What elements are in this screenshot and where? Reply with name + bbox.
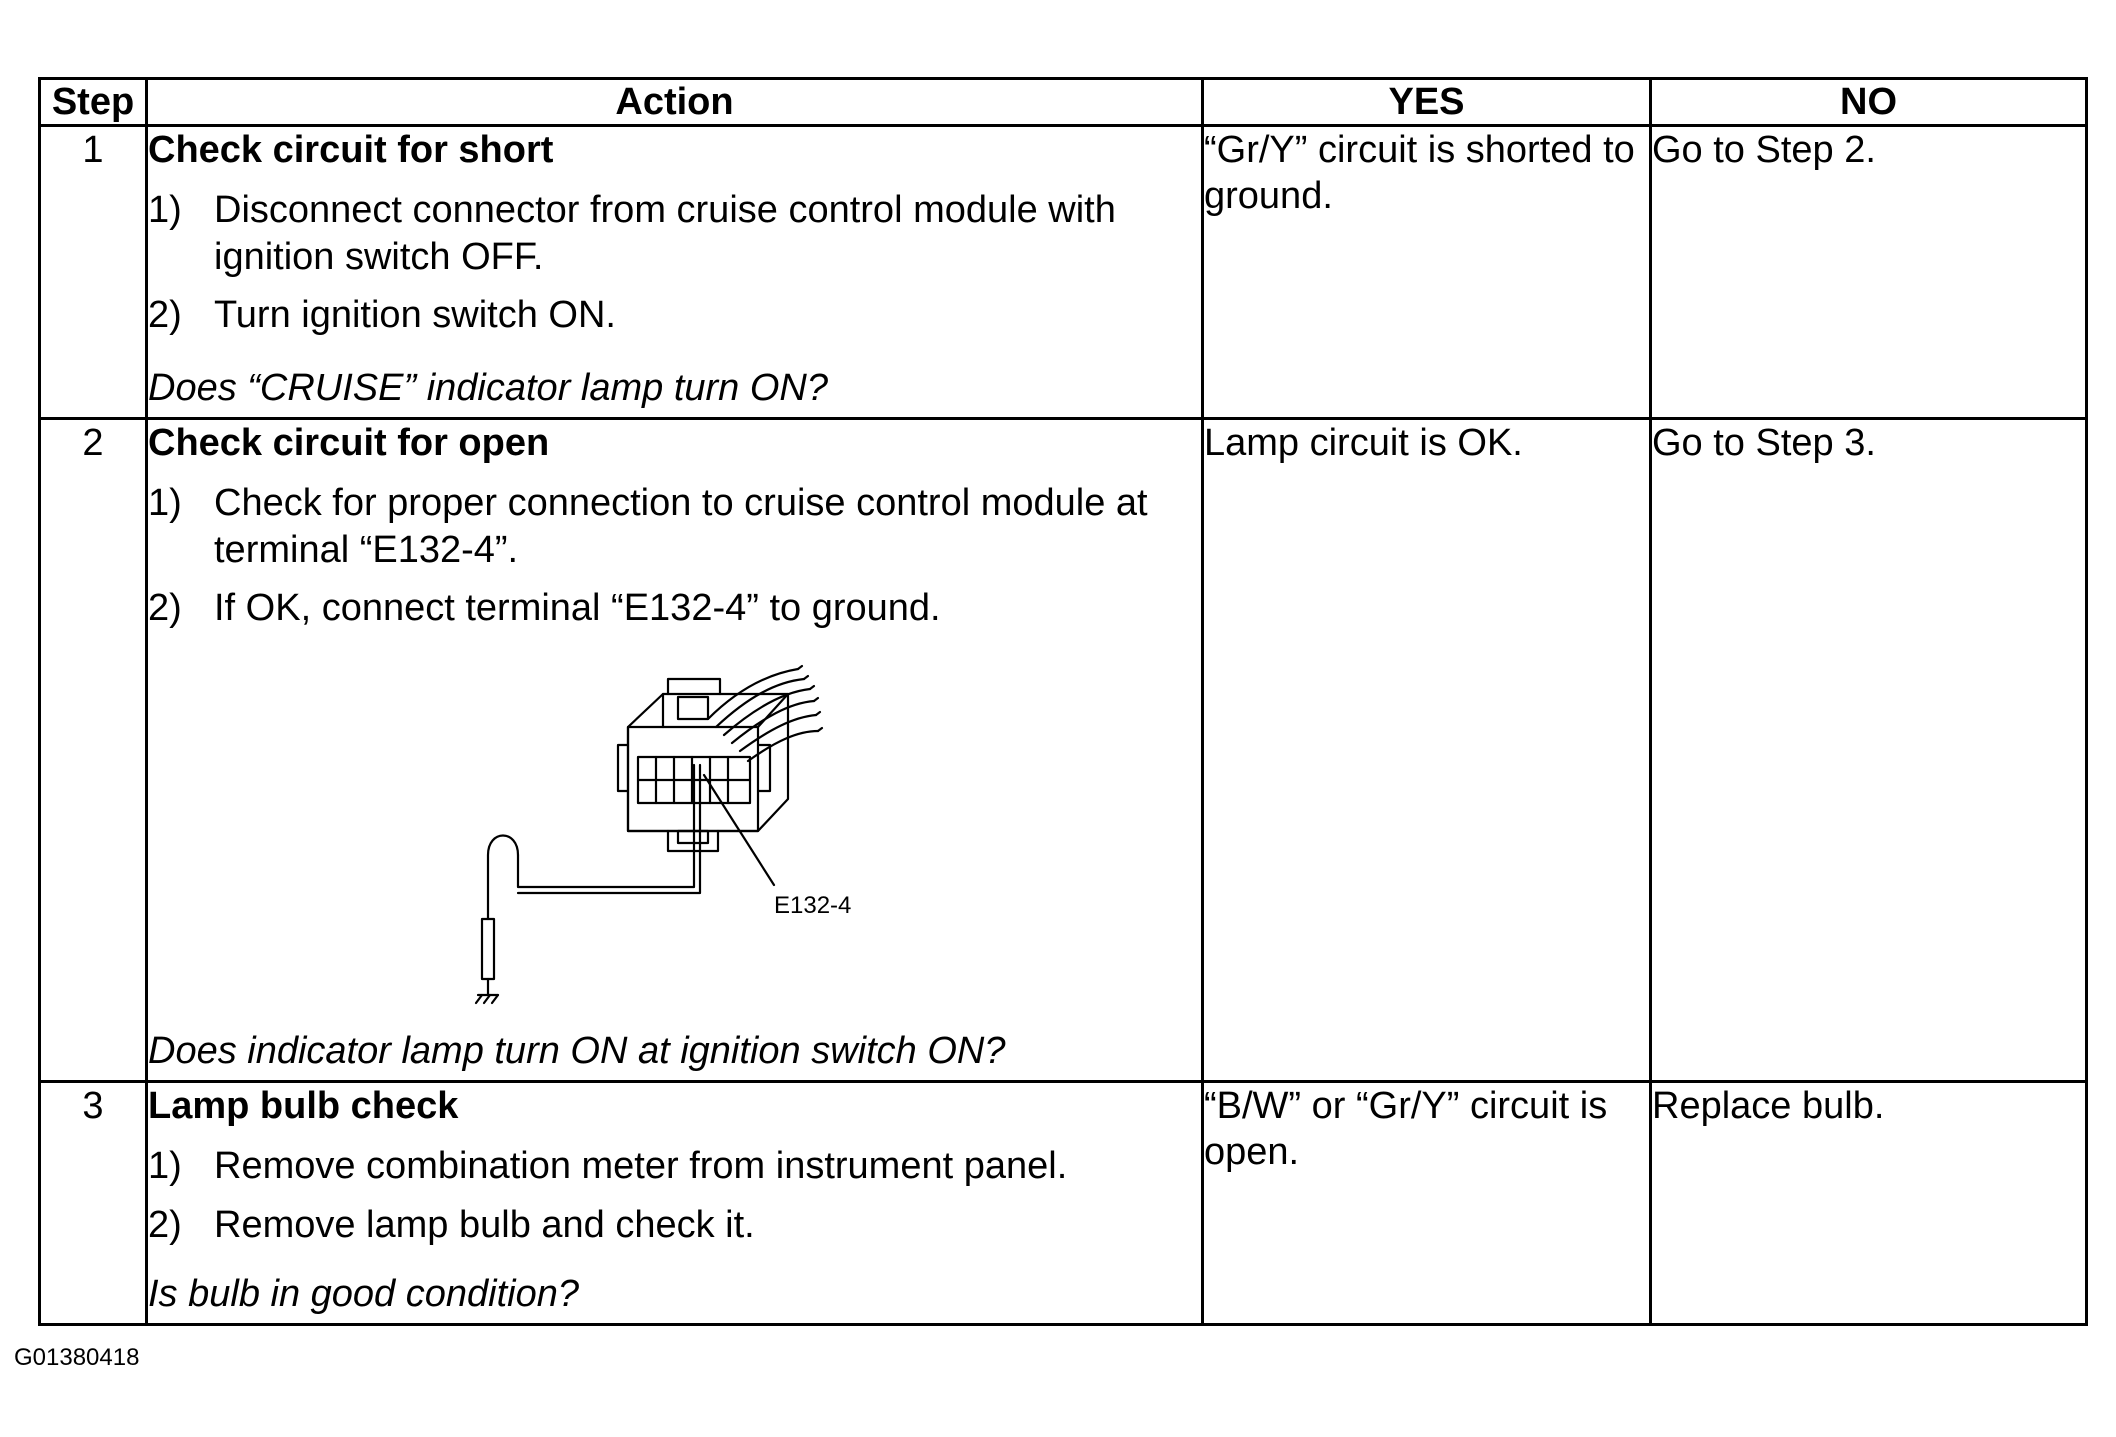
- check-question: Does “CRUISE” indicator lamp turn ON?: [148, 366, 828, 409]
- substep-number: 1): [148, 1145, 182, 1188]
- table-row: [40, 419, 2087, 1082]
- step-number: 2: [40, 419, 147, 1082]
- terminal-label: E132-4: [774, 892, 852, 920]
- substep-number: 2): [148, 294, 182, 337]
- no-result: Go to Step 2.: [1651, 126, 2087, 419]
- substep-text: Disconnect connector from cruise control module with ignition switch OFF.: [214, 189, 1116, 278]
- check-question: Does indicator lamp turn ON at ignition switch ON?: [148, 1029, 1006, 1072]
- step-title: Lamp bulb check: [148, 1085, 459, 1127]
- substep-number: 1): [148, 482, 182, 525]
- list-item: [148, 1202, 1201, 1248]
- step-number: 1: [40, 126, 147, 419]
- table-row: [40, 1082, 2087, 1325]
- check-question: Is bulb in good condition?: [148, 1272, 579, 1315]
- yes-result: “Gr/Y” circuit is shorted to ground.: [1203, 126, 1651, 419]
- list-item: [148, 187, 1201, 280]
- no-result: Replace bulb.: [1651, 1082, 2087, 1325]
- no-result: Go to Step 3.: [1651, 419, 2087, 1082]
- yes-result: Lamp circuit is OK.: [1203, 419, 1651, 1082]
- substep-text: Remove combination meter from instrument panel.: [214, 1145, 1068, 1188]
- substep-text: Remove lamp bulb and check it.: [214, 1203, 755, 1246]
- header-action: Action: [147, 79, 1203, 126]
- header-yes: YES: [1203, 79, 1651, 126]
- header-row: [40, 79, 2087, 126]
- substep-text: Check for proper connection to cruise control module at terminal “E132-4”.: [214, 482, 1148, 571]
- action-cell: [147, 1082, 1203, 1325]
- substep-number: 2): [148, 1203, 182, 1246]
- table-row: [40, 126, 2087, 419]
- diagnostic-table: [38, 77, 2088, 1326]
- substep-number: 2): [148, 587, 182, 630]
- list-item: [148, 292, 1201, 338]
- connector-illustration: [458, 649, 898, 1009]
- list-item: [148, 585, 1201, 631]
- substep-text: Turn ignition switch ON.: [214, 294, 616, 337]
- action-cell: [147, 126, 1203, 419]
- step-number: 3: [40, 1082, 147, 1325]
- step-title: Check circuit for short: [148, 129, 554, 171]
- header-step: Step: [40, 79, 147, 126]
- substep-list: [148, 1143, 1201, 1248]
- substep-list: [148, 480, 1201, 631]
- yes-result: “B/W” or “Gr/Y” circuit is open.: [1203, 1082, 1651, 1325]
- list-item: [148, 1143, 1201, 1189]
- substep-list: [148, 187, 1201, 338]
- figure-code: G01380418: [14, 1344, 140, 1371]
- step-title: Check circuit for open: [148, 422, 550, 464]
- connector-drawing: [458, 649, 898, 1009]
- header-no: NO: [1651, 79, 2087, 126]
- list-item: [148, 480, 1201, 573]
- action-cell: [147, 419, 1203, 1082]
- substep-text: If OK, connect terminal “E132-4” to ground.: [214, 587, 941, 630]
- substep-number: 1): [148, 189, 182, 232]
